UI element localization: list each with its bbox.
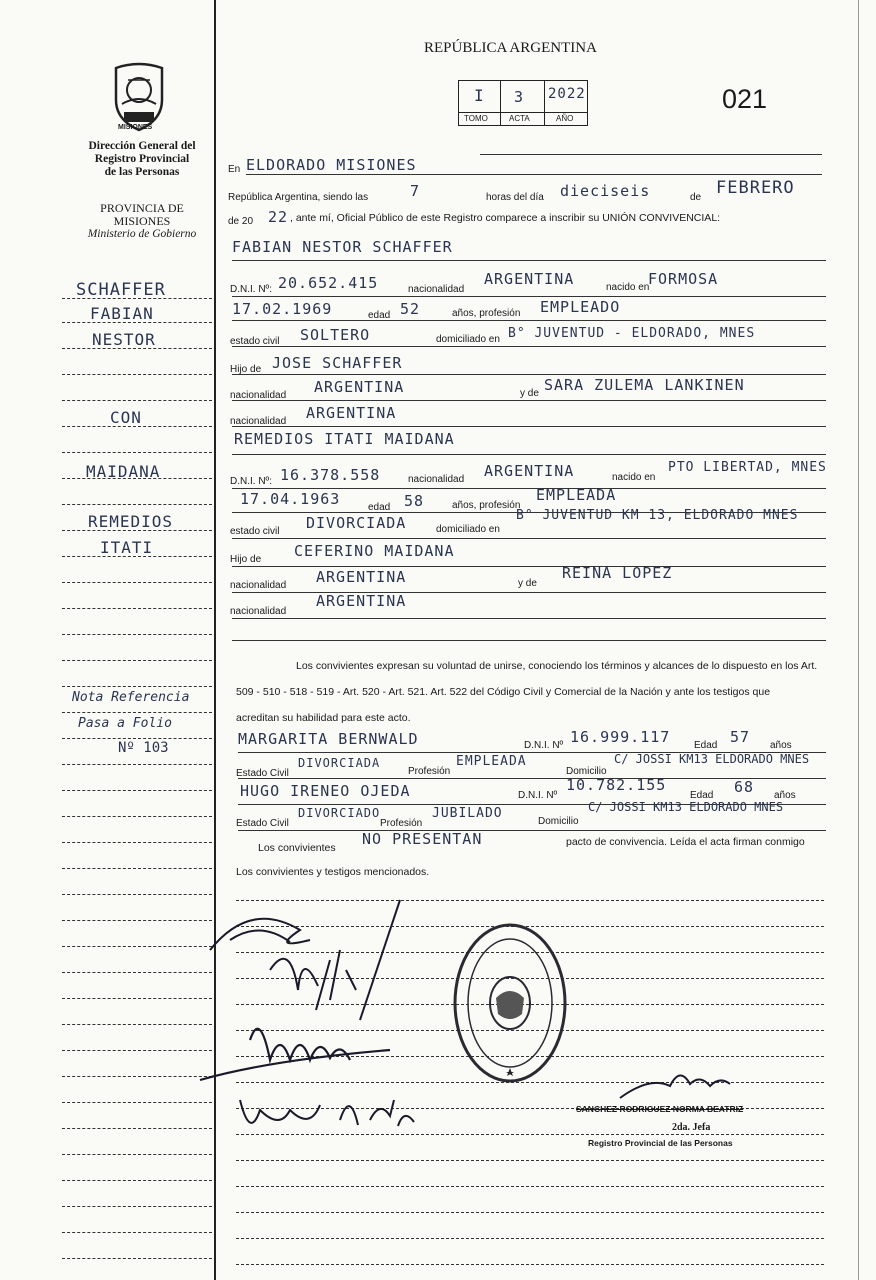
person2-father-nat: ARGENTINA: [316, 568, 407, 586]
witness1-edad-label: Edad: [694, 740, 718, 751]
person1-prof-label: años, profesión: [452, 308, 521, 319]
agency-name: [72, 140, 212, 179]
person1-dob: 17.02.1969: [232, 300, 333, 318]
margin-rule: [62, 868, 212, 869]
closing-pact: NO PRESENTAN: [362, 830, 483, 848]
person2-line: [232, 488, 826, 489]
witness1-prof-label: Profesión: [408, 766, 451, 777]
intro-day: dieciseis: [560, 182, 651, 200]
place-line-2: [246, 174, 822, 175]
person2-born-label: nacido en: [612, 472, 656, 483]
intro-year: 22: [268, 208, 289, 226]
margin-rule: [62, 608, 212, 609]
margin-name-first: FABIAN: [90, 304, 154, 323]
person1-dom-label: domiciliado en: [436, 334, 500, 345]
margin-rule: [62, 400, 212, 401]
witness2-prof-label: Profesión: [380, 818, 423, 829]
person1-edad-label: edad: [368, 310, 391, 321]
right-margin-rule: [858, 0, 859, 1280]
official-org: Registro Provincial de las Personas: [588, 1138, 733, 1148]
de-label: de: [690, 192, 702, 203]
person1-line-6: [232, 426, 826, 427]
margin-note-line-1: Nota Referencia: [72, 690, 190, 705]
person1-mother: SARA ZULEMA LANKINEN: [544, 376, 745, 394]
signature-rule: [236, 1238, 824, 1239]
person1-line-3: [232, 346, 826, 347]
margin-rule: [62, 504, 212, 505]
margin-rule: [62, 452, 212, 453]
intro-rest: , ante mí, Oficial Público de este Registro comparece a inscribir su UNIÓN CONVIVENCIAL:: [290, 212, 721, 224]
person2-mother: REINA LOPEZ: [562, 564, 673, 582]
province-line-2: MISIONES: [113, 214, 171, 228]
margin-rule: [62, 1154, 212, 1155]
person2-domicile: B° JUVENTUD KM 13, ELDORADO MNES: [516, 508, 799, 523]
signature-rule: [236, 1212, 824, 1213]
ano-value: 2022: [548, 86, 586, 102]
signature-rule: [236, 1186, 824, 1187]
person2-dob: 17.04.1963: [240, 490, 341, 508]
margin-rule: [62, 582, 212, 583]
closing-conv-label: Los convivientes: [258, 842, 336, 854]
person2-profession: EMPLEADA: [536, 486, 617, 504]
person1-line-2: [232, 320, 826, 321]
margin-rule: [62, 660, 212, 661]
witness1-dni: 16.999.117: [570, 728, 671, 746]
province-block: [72, 202, 212, 241]
agency-line-3: de las Personas: [104, 166, 180, 178]
witness2-age: 68: [734, 778, 755, 796]
ministry-name: Ministerio de Gobierno: [87, 228, 197, 240]
person1-line-4: [232, 374, 826, 375]
margin-rule: [62, 712, 212, 713]
de20-label: de 20: [228, 216, 254, 227]
registry-box-divider-2: [544, 80, 545, 126]
margin-rule: [62, 1232, 212, 1233]
person2-line-3: [232, 538, 826, 539]
witness2-dom-label: Domicilio: [538, 816, 579, 827]
province-seal-icon: [108, 60, 170, 132]
person2-born: PTO LIBERTAD, MNES: [668, 460, 827, 475]
person2-line-6: [232, 618, 826, 619]
declaration-line-3: acreditan su habilidad para este acto.: [236, 712, 411, 724]
official-role: 2da. Jefa: [672, 1122, 711, 1133]
margin-rule: [62, 842, 212, 843]
margin-name-surname-2: MAIDANA: [86, 462, 161, 481]
horas-label: horas del día: [486, 192, 544, 203]
witness2-civil: DIVORCIADO: [298, 806, 381, 820]
province-line-1: PROVINCIA DE: [100, 201, 184, 215]
margin-name-middle: NESTOR: [92, 330, 156, 349]
person2-age: 58: [404, 492, 425, 510]
person2-nationality: ARGENTINA: [484, 462, 575, 480]
person1-born: FORMOSA: [648, 270, 719, 288]
person2-line-7: [232, 640, 826, 641]
person1-age: 52: [400, 300, 421, 318]
person2-father: CEFERINO MAIDANA: [294, 542, 455, 560]
witness2-dni-label: D.N.I. Nº: [518, 790, 558, 801]
person1-father-nat-label: nacionalidad: [230, 390, 287, 401]
person2-dom-label: domiciliado en: [436, 524, 500, 535]
agency-line-2: Registro Provincial: [94, 153, 190, 165]
person1-nat-label: nacionalidad: [408, 284, 465, 295]
person2-yde-label: y de: [518, 578, 537, 589]
margin-connector: CON: [110, 408, 142, 427]
acta-value: 3: [514, 88, 525, 106]
person1-profession: EMPLEADO: [540, 298, 621, 316]
person2-nat-label: nacionalidad: [408, 474, 465, 485]
person2-mother-nat: ARGENTINA: [316, 592, 407, 610]
closing-final: Los convivientes y testigos mencionados.: [236, 866, 430, 878]
margin-rule: [62, 686, 212, 687]
margin-name-surname: SCHAFFER: [76, 280, 166, 300]
person2-edad-label: edad: [368, 502, 391, 513]
witness2-dni: 10.782.155: [566, 776, 667, 794]
margin-rule: [62, 764, 212, 765]
margin-name-middle-2: ITATI: [100, 538, 154, 557]
person2-civil: DIVORCIADA: [306, 514, 407, 532]
margin-note-line-2: Pasa a Folio: [78, 716, 172, 731]
person2-father-nat-label: nacionalidad: [230, 580, 287, 591]
person1-hijo-label: Hijo de: [230, 364, 262, 375]
tomo-label: TOMO: [464, 114, 488, 123]
intro-hour: 7: [410, 182, 421, 200]
en-label: En: [228, 164, 241, 175]
person1-mother-nat: ARGENTINA: [306, 404, 397, 422]
person1-line: [232, 296, 826, 297]
place-line: [480, 154, 822, 155]
person2-mother-nat-label: nacionalidad: [230, 606, 287, 617]
margin-rule: [62, 790, 212, 791]
person1-domicile: B° JUVENTUD - ELDORADO, MNES: [508, 326, 756, 341]
tomo-value: I: [474, 86, 485, 105]
declaration-line-2: 509 - 510 - 518 - 519 - Art. 520 - Art. 521. Art. 522 del Código Civil y Comercial de la Nación y ante los testigos que: [236, 686, 771, 698]
person2-dni-label: D.N.I. Nº:: [230, 476, 272, 487]
person2-prof-label: años, profesión: [452, 500, 521, 511]
witness1-name: MARGARITA BERNWALD: [238, 730, 419, 748]
official-name: SANCHEZ RODRIGUEZ NORMA BEATRIZ: [576, 1104, 744, 1114]
witness1-dom-label: Domicilio: [566, 766, 607, 777]
margin-note-line-3: Nº 103: [118, 740, 169, 756]
margin-rule: [62, 374, 212, 375]
margin-rule: [62, 634, 212, 635]
witness2-name: HUGO IRENEO OJEDA: [240, 782, 411, 800]
margin-rule: [62, 1206, 212, 1207]
witness2-edad-label: Edad: [690, 790, 714, 801]
person1-nationality: ARGENTINA: [484, 270, 575, 288]
person2-dni: 16.378.558: [280, 466, 381, 484]
registry-box: [458, 80, 588, 126]
ano-label: AÑO: [556, 114, 574, 123]
person1-dni: 20.652.415: [278, 274, 379, 292]
registry-box-divider-1: [500, 80, 501, 126]
person1-civil-label: estado civil: [230, 336, 280, 347]
margin-rule: [62, 1180, 212, 1181]
person2-line-4: [232, 566, 826, 567]
person1-yde-label: y de: [520, 388, 539, 399]
witness1-dni-label: D.N.I. Nº: [524, 740, 564, 751]
person2-hijo-label: Hijo de: [230, 554, 262, 565]
witness1-civil: DIVORCIADA: [298, 756, 381, 770]
person1-line-5: [232, 400, 826, 401]
witness1-age: 57: [730, 728, 751, 746]
person1-name: FABIAN NESTOR SCHAFFER: [232, 238, 453, 256]
margin-rule: [62, 816, 212, 817]
margin-rule: [62, 1258, 212, 1259]
republic-title: REPÚBLICA ARGENTINA: [424, 40, 597, 56]
witness2-domicile: C/ JOSSI KM13 ELDORADO MNES: [588, 800, 784, 814]
witness2-line-2: [238, 830, 826, 831]
declaration-line-1: Los convivientes expresan su voluntad de unirse, conociendo los términos y alcances de lo dispuesto en los Art.: [296, 660, 818, 672]
person1-dni-label: D.N.I. Nº:: [230, 284, 272, 295]
margin-rule: [62, 738, 212, 739]
signature-rule: [236, 1160, 824, 1161]
witness1-profession: EMPLEADA: [456, 754, 527, 769]
person2-civil-label: estado civil: [230, 526, 280, 537]
official-signature-image: [610, 1066, 740, 1106]
witness1-civil-label: Estado Civil: [236, 768, 289, 779]
witness2-anos-label: años: [774, 790, 796, 801]
witness2-profession: JUBILADO: [432, 806, 503, 821]
margin-name-first-2: REMEDIOS: [88, 512, 174, 531]
page-number: 021: [722, 84, 768, 114]
witness2-civil-label: Estado Civil: [236, 818, 289, 829]
registry-stamp-icon: [450, 918, 570, 1088]
acta-label: ACTA: [509, 114, 530, 123]
witness1-anos-label: años: [770, 740, 792, 751]
person1-father-nat: ARGENTINA: [314, 378, 405, 396]
signature-rule: [236, 1264, 824, 1265]
person1-name-line: [232, 260, 826, 261]
intro-place: ELDORADO MISIONES: [246, 156, 417, 174]
seal-caption: MISIONES: [118, 124, 153, 131]
person1-born-label: nacido en: [606, 282, 650, 293]
person1-civil: SOLTERO: [300, 326, 371, 344]
person2-name: REMEDIOS ITATI MAIDANA: [234, 430, 455, 448]
witness1-domicile: C/ JOSSI KM13 ELDORADO MNES: [614, 752, 810, 766]
agency-line-1: Dirección General del: [88, 140, 196, 152]
closing-pact-rest: pacto de convivencia. Leída el acta firman conmigo: [566, 836, 805, 848]
person1-mother-nat-label: nacionalidad: [230, 416, 287, 427]
intro-month: FEBRERO: [716, 178, 795, 198]
republica-label: República Argentina, siendo las: [228, 192, 369, 203]
person1-father: JOSE SCHAFFER: [272, 354, 403, 372]
person2-name-line: [232, 454, 826, 455]
registry-box-rule: [458, 112, 588, 113]
